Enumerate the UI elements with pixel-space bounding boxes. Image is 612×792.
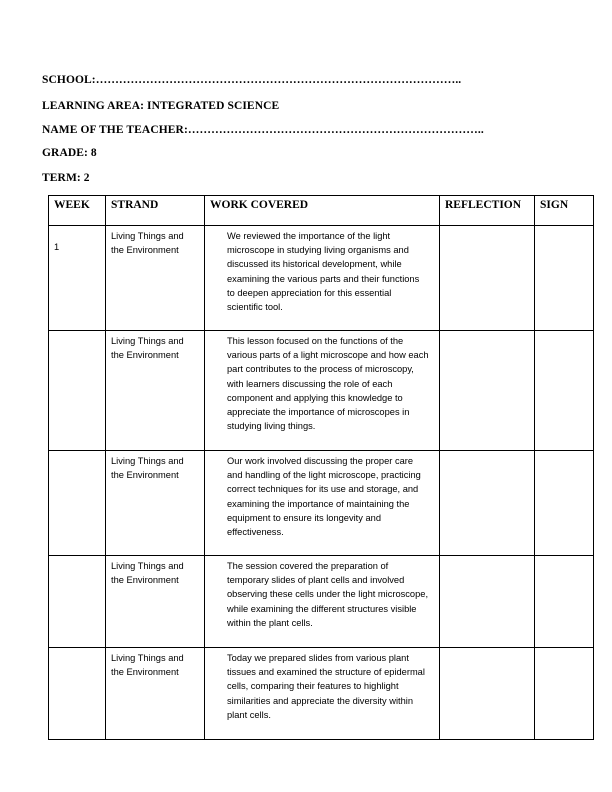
work-covered-cell: This lesson focused on the functions of the various parts of a light microscope and how each part contributes to the process of microscopy, with learners discussing the role of each component and applying this knowledge to appreciate the importance of microscopes in studying living things.	[205, 331, 440, 451]
strand-cell: Living Things and the Environment	[106, 331, 205, 451]
work-covered-cell: Today we prepared slides from various plant tissues and examined the structure of epidermal cells, comparing their features to highlight similarities and appreciate the diversity within plant cells.	[205, 648, 440, 740]
sign-cell	[535, 648, 594, 740]
table-row	[49, 451, 594, 556]
column-header-reflection: REFLECTION	[440, 196, 535, 226]
strand-cell: Living Things and the Environment	[106, 226, 205, 331]
table-header-row	[49, 196, 594, 226]
reflection-cell	[440, 226, 535, 331]
strand-cell: Living Things and the Environment	[106, 556, 205, 648]
column-header-sign: SIGN	[535, 196, 594, 226]
week-cell	[49, 556, 106, 648]
table-row	[49, 226, 594, 331]
strand-cell: Living Things and the Environment	[106, 648, 205, 740]
column-header-week: WEEK	[49, 196, 106, 226]
week-cell	[49, 451, 106, 556]
sign-cell	[535, 556, 594, 648]
teacher-name-field: NAME OF THE TEACHER:…………………………………………………………………..	[42, 124, 484, 136]
sign-cell	[535, 226, 594, 331]
week-cell: 1	[49, 226, 106, 331]
column-header-work-covered: WORK COVERED	[205, 196, 440, 226]
reflection-cell	[440, 331, 535, 451]
sign-cell	[535, 451, 594, 556]
work-covered-cell: The session covered the preparation of temporary slides of plant cells and involved observing these cells under the light microscope, while examining the different structures visible within the plant cells.	[205, 556, 440, 648]
strand-cell: Living Things and the Environment	[106, 451, 205, 556]
reflection-cell	[440, 556, 535, 648]
record-of-work-table	[48, 195, 594, 740]
column-header-strand: STRAND	[106, 196, 205, 226]
reflection-cell	[440, 648, 535, 740]
sign-cell	[535, 331, 594, 451]
work-covered-cell: We reviewed the importance of the light microscope in studying living organisms and discussed its historical development, while examining the various parts and their functions to deepen appreciation for this essential scientific tool.	[205, 226, 440, 331]
reflection-cell	[440, 451, 535, 556]
table-row	[49, 648, 594, 740]
table-row	[49, 556, 594, 648]
work-covered-cell: Our work involved discussing the proper care and handling of the light microscope, practicing correct techniques for its use and storage, and examining the importance of maintaining the equipment to ensure its longevity and effectiveness.	[205, 451, 440, 556]
week-cell	[49, 648, 106, 740]
term-label: TERM: 2	[42, 172, 90, 184]
school-field: SCHOOL:…………………………………………………………………………………..	[42, 74, 462, 86]
week-cell	[49, 331, 106, 451]
grade-label: GRADE: 8	[42, 147, 97, 159]
table-row	[49, 331, 594, 451]
learning-area-label: LEARNING AREA: INTEGRATED SCIENCE	[42, 100, 280, 112]
